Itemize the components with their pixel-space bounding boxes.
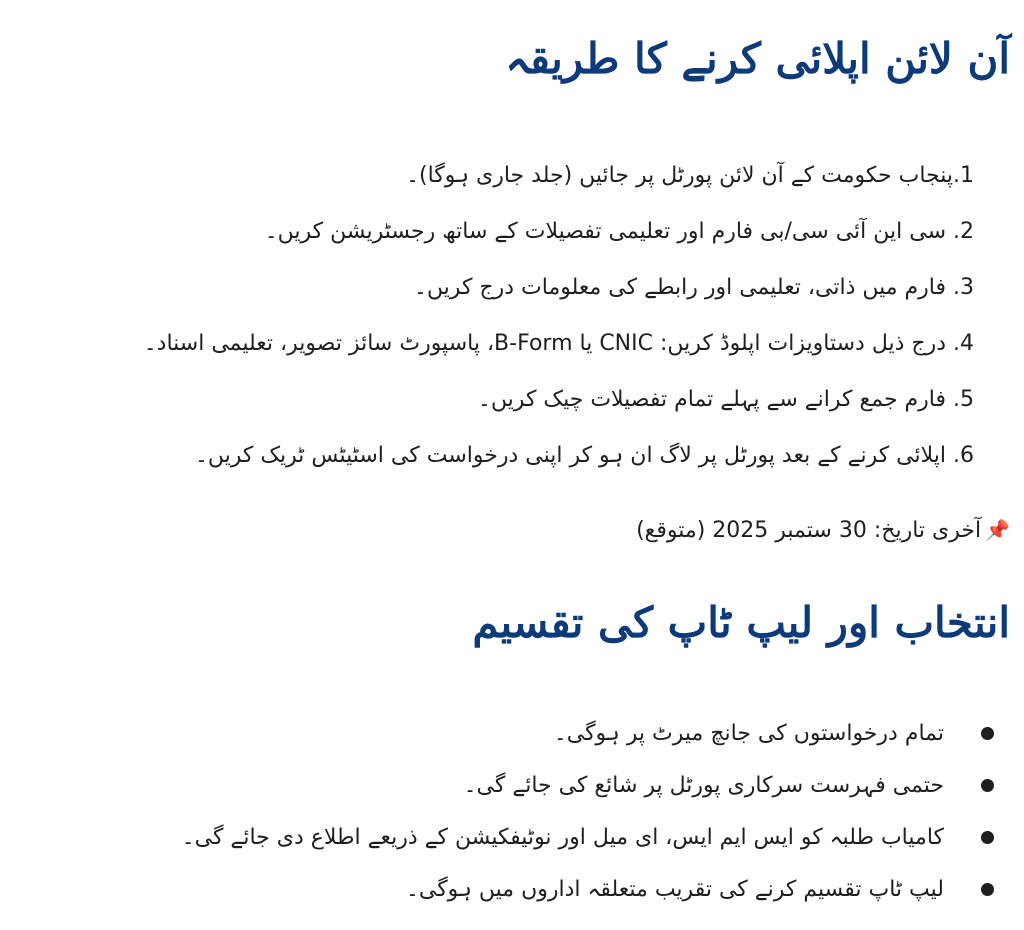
pushpin-icon: 📌 [985, 518, 1010, 542]
list-item: 6. اپلائی کرنے کے بعد پورٹل پر لاگ ان ہو کر اپنی درخواست کی اسٹیٹس ٹریک کریں۔ [194, 443, 974, 468]
deadline-text: آخری تاریخ: 30 ستمبر 2025 (متوقع) [636, 518, 982, 543]
list-item: 1.پنجاب حکومت کے آن لائن پورٹل پر جائیں (جلد جاری ہوگا)۔ [406, 163, 974, 188]
list-item [54, 812, 994, 864]
list-item [54, 708, 994, 760]
selection-bullets-list [54, 708, 994, 916]
list-item [54, 864, 994, 916]
bullet-text: کامیاب طلبہ کو ایس ایم ایس، ای میل اور نوٹیفکیشن کے ذریعے اطلاع دی جائے گی۔ [181, 825, 944, 850]
deadline-note [636, 506, 1010, 555]
selection-section-heading: انتخاب اور لیپ ٹاپ کی تقسیم [472, 598, 1010, 647]
bullet-text: حتمی فہرست سرکاری پورٹل پر شائع کی جائے گی۔ [463, 773, 944, 798]
list-item: 3. فارم میں ذاتی، تعلیمی اور رابطے کی معلومات درج کریں۔ [414, 275, 974, 300]
list-item: 5. فارم جمع کرانے سے پہلے تمام تفصیلات چیک کریں۔ [478, 387, 974, 412]
list-item [54, 760, 994, 812]
bullet-text: لیپ ٹاپ تقسیم کرنے کی تقریب متعلقہ اداروں میں ہوگی۔ [405, 877, 944, 902]
list-item: 2. سی این آئی سی/بی فارم اور تعلیمی تفصیلات کے ساتھ رجسٹریشن کریں۔ [264, 219, 974, 244]
bullet-icon [981, 883, 994, 896]
bullet-text: تمام درخواستوں کی جانچ میرٹ پر ہوگی۔ [553, 721, 944, 746]
list-item: 4. درج ذیل دستاویزات اپلوڈ کریں: CNIC یا B-Form، پاسپورٹ سائز تصویر، تعلیمی اسناد۔ [143, 331, 974, 356]
bullet-icon [981, 779, 994, 792]
apply-steps-list [54, 148, 974, 484]
apply-section-heading: آن لائن اپلائی کرنے کا طریقہ [505, 34, 1010, 83]
bullet-icon [981, 727, 994, 740]
bullet-icon [981, 831, 994, 844]
